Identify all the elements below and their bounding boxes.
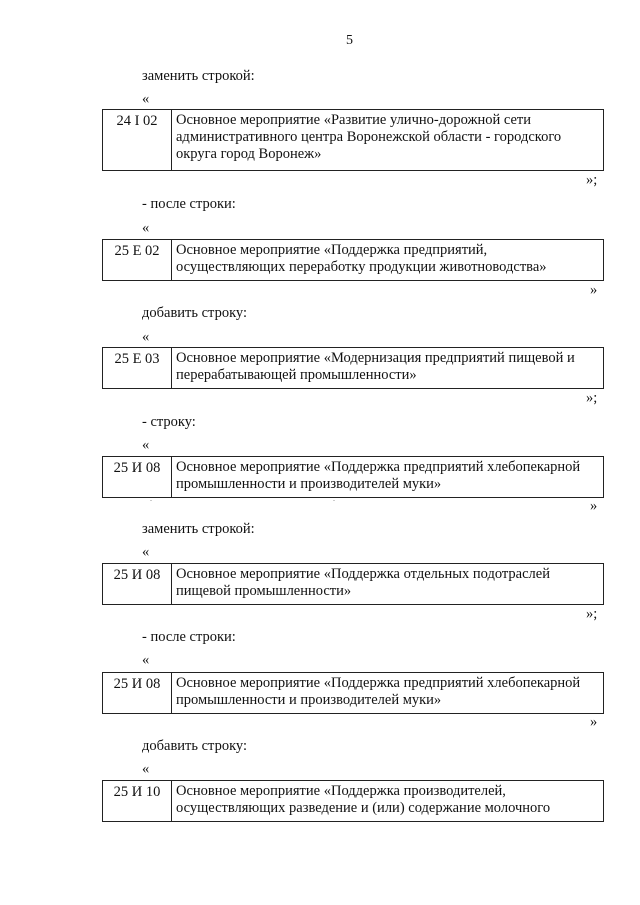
instruction-text: заменить строкой: — [142, 68, 255, 84]
instruction-text: добавить строку: — [142, 738, 247, 754]
scan-artifact — [150, 500, 152, 501]
table-row — [102, 347, 604, 389]
row-description: Основное мероприятие «Поддержка предприятий хлебопекарной промышленности и производителей муки» — [176, 459, 581, 492]
open-quote: « — [142, 91, 150, 107]
instruction-text: - после строки: — [142, 629, 236, 645]
scan-artifact — [333, 500, 335, 501]
page-number: 5 — [346, 33, 353, 48]
row-code: 24 I 02 — [103, 110, 172, 170]
open-quote: « — [142, 220, 150, 236]
table-row — [102, 239, 604, 281]
table-row — [102, 780, 604, 822]
row-description: Основное мероприятие «Поддержка производителей, осуществляющих разведение и (или) содержание молочного — [176, 783, 551, 816]
table-row — [102, 672, 604, 714]
close-quote: » — [590, 714, 598, 730]
close-quote: » — [590, 498, 598, 514]
close-quote: »; — [586, 606, 598, 622]
instruction-text: - строку: — [142, 414, 196, 430]
row-description: Основное мероприятие «Поддержка предприятий хлебопекарной промышленности и производителей муки» — [176, 675, 581, 708]
open-quote: « — [142, 652, 150, 668]
row-code: 25 И 08 — [103, 457, 172, 497]
table-row — [102, 456, 604, 498]
row-description: Основное мероприятие «Поддержка отдельных подотраслей пищевой промышленности» — [176, 566, 550, 599]
instruction-text: добавить строку: — [142, 305, 247, 321]
row-description: Основное мероприятие «Развитие улично-дорожной сети административного центра Воронежской области - городского округа город Воронеж» — [176, 112, 562, 162]
table-row — [102, 563, 604, 605]
open-quote: « — [142, 329, 150, 345]
open-quote: « — [142, 437, 150, 453]
row-code: 25 И 08 — [103, 564, 172, 604]
close-quote: »; — [586, 172, 598, 188]
open-quote: « — [142, 544, 150, 560]
row-code: 25 Е 02 — [103, 240, 172, 280]
close-quote: »; — [586, 390, 598, 406]
table-row — [102, 109, 604, 171]
row-code: 25 И 08 — [103, 673, 172, 713]
instruction-text: - после строки: — [142, 196, 236, 212]
instruction-text: заменить строкой: — [142, 521, 255, 537]
row-code: 25 И 10 — [103, 781, 172, 821]
close-quote: » — [590, 282, 598, 298]
open-quote: « — [142, 761, 150, 777]
row-code: 25 Е 03 — [103, 348, 172, 388]
row-description: Основное мероприятие «Модернизация предприятий пищевой и перерабатывающей промышленности» — [176, 350, 575, 383]
row-description: Основное мероприятие «Поддержка предприятий, осуществляющих переработку продукции животноводства» — [176, 242, 547, 275]
